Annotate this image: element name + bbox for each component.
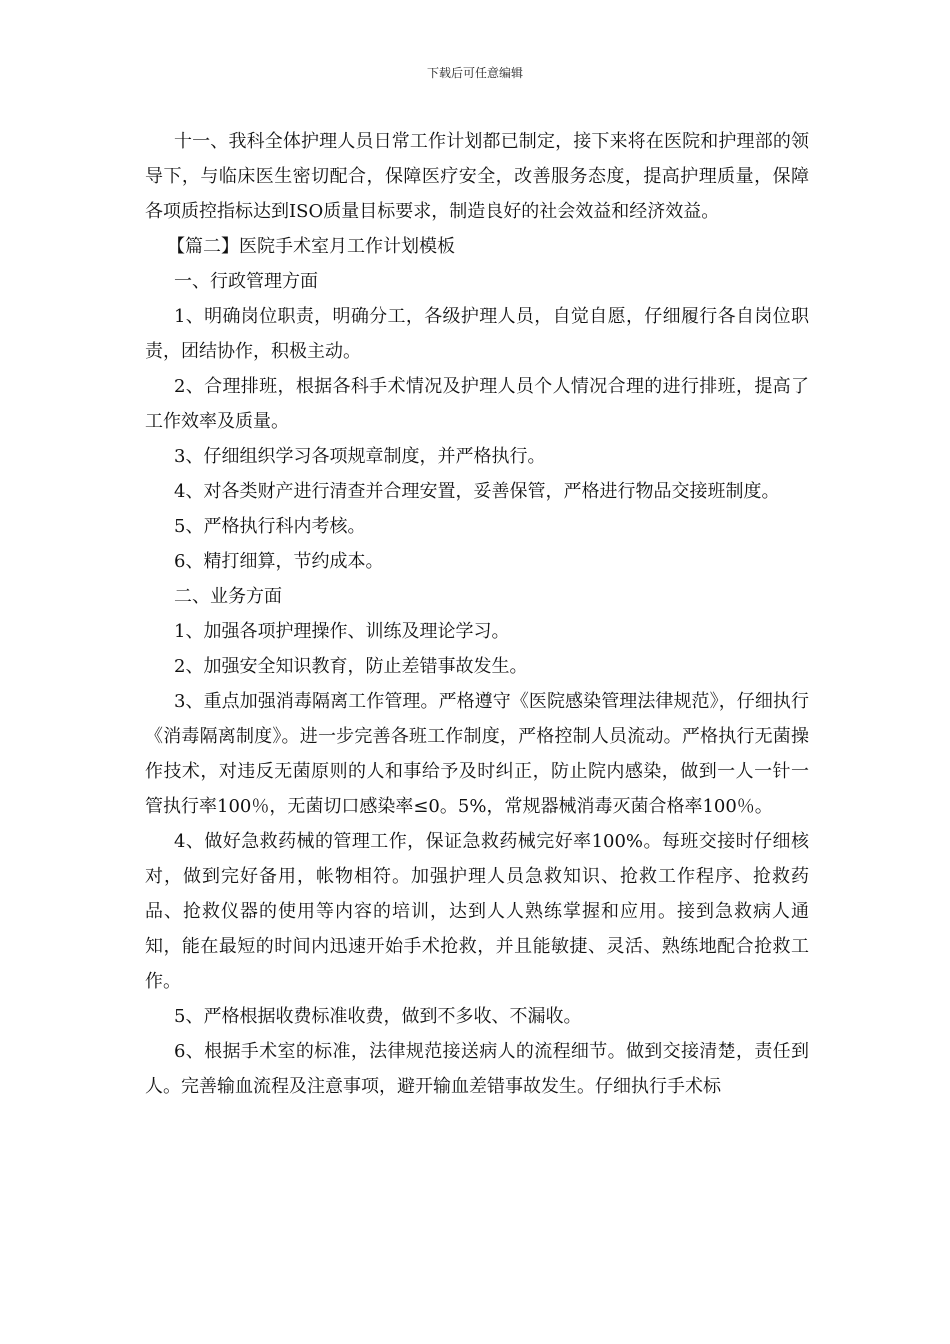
list-item: 1、明确岗位职责，明确分工，各级护理人员，自觉自愿，仔细履行各自岗位职责，团结协作，积极主动。 [145, 306, 809, 362]
list-item: 2、加强安全知识教育，防止差错事故发生。 [174, 656, 528, 677]
page-header: 下载后可任意编辑 [426, 66, 523, 80]
list-item: 5、严格根据收费标准收费，做到不多收、不漏收。 [174, 1006, 582, 1027]
list-item: 2、合理排班，根据各科手术情况及护理人员个人情况合理的进行排班，提高了工作效率及质量。 [145, 376, 809, 432]
list-item: 5、严格执行科内考核。 [174, 516, 366, 537]
list-item: 4、对各类财产进行清查并合理安置，妥善保管，严格进行物品交接班制度。 [174, 481, 780, 502]
list-item: 6、根据手术室的标准，法律规范接送病人的流程细节。做到交接清楚，责任到人。完善输血流程及注意事项，避开输血差错事故发生。仔细执行手术标 [145, 1041, 809, 1097]
list-item: 4、做好急救药械的管理工作，保证急救药械完好率100%。每班交接时仔细核对，做到完好备用，帐物相符。加强护理人员急救知识、抢救工作程序、抢救药品、抢救仪器的使用等内容的培训，达到人人熟练掌握和应用。接到急救病人通知，能在最短的时间内迅速开始手术抢救，并且能敏捷、灵活、熟练地配合抢救工作。 [145, 831, 809, 992]
list-item: 3、仔细组织学习各项规章制度，并严格执行。 [174, 446, 546, 467]
section-heading-business: 二、业务方面 [174, 586, 282, 607]
paragraph-section-eleven: 十一、我科全体护理人员日常工作计划都已制定，接下来将在医院和护理部的领导下，与临床医生密切配合，保障医疗安全，改善服务态度，提高护理质量，保障各项质控指标达到ISO质量目标要求，制造良好的社会效益和经济效益。 [145, 131, 809, 222]
article-two-title: 【篇二】医院手术室月工作计划模板 [167, 236, 455, 257]
section-heading-admin: 一、行政管理方面 [174, 271, 318, 292]
list-item: 6、精打细算，节约成本。 [174, 551, 384, 572]
list-item: 3、重点加强消毒隔离工作管理。严格遵守《医院感染管理法律规范》，仔细执行《消毒隔离制度》。进一步完善各班工作制度，严格控制人员流动。严格执行无菌操作技术，对违反无菌原则的人和事给予及时纠正，防止院内感染，做到一人一针一管执行率100％，无菌切口感染率≤0。5%，常规器械消毒灭菌合格率100％。 [145, 691, 809, 817]
document-body [145, 124, 809, 1104]
list-item: 1、加强各项护理操作、训练及理论学习。 [174, 621, 510, 642]
